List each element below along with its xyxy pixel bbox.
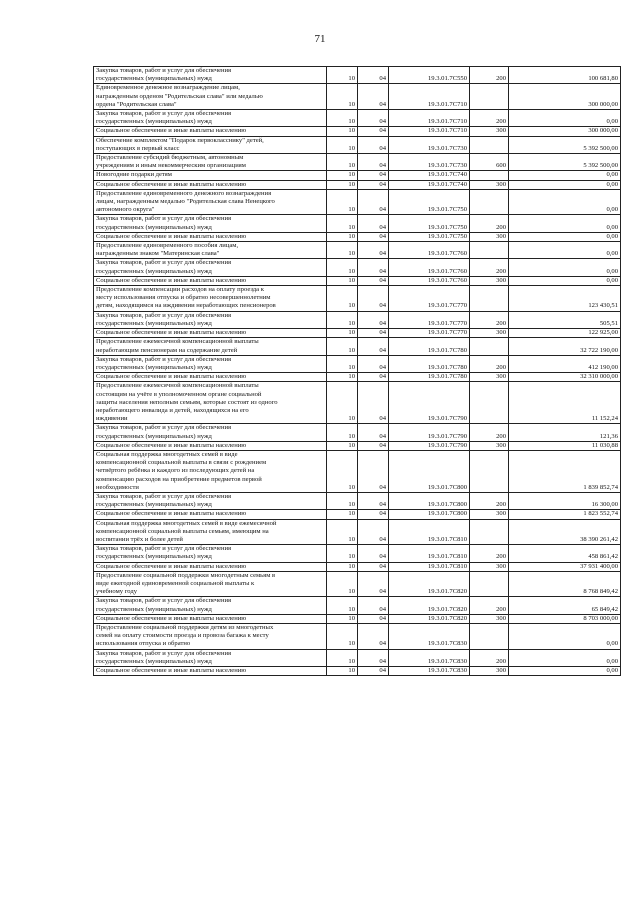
subsection-code-cell: 04	[358, 519, 389, 545]
table-row	[94, 355, 621, 372]
section-code-cell: 10	[327, 338, 358, 355]
target-article-cell: 19.3.01.7С810	[389, 519, 470, 545]
subsection-code-cell: 04	[358, 624, 389, 650]
subsection-code-cell: 04	[358, 667, 389, 676]
target-article-cell: 19.3.01.7С760	[389, 276, 470, 285]
section-code-cell: 10	[327, 189, 358, 215]
subsection-code-cell: 04	[358, 441, 389, 450]
table-row	[94, 545, 621, 562]
section-code-cell: 10	[327, 136, 358, 153]
section-code-cell: 10	[327, 215, 358, 232]
subsection-code-cell: 04	[358, 373, 389, 382]
amount-cell: 1 839 852,74	[509, 450, 621, 492]
expense-kind-cell: 300	[470, 180, 509, 189]
expense-name-cell: Социальное обеспечение и иные выплаты населению	[94, 329, 327, 338]
subsection-code-cell: 04	[358, 492, 389, 509]
expense-name-cell: Социальное обеспечение и иные выплаты населению	[94, 373, 327, 382]
target-article-cell: 19.3.01.7С770	[389, 286, 470, 312]
expense-kind-cell: 200	[470, 597, 509, 614]
target-article-cell: 19.3.01.7С770	[389, 311, 470, 328]
expense-name-cell: Предоставление компенсации расходов на оплату проезда к месту использования отпуска и обратно несовершеннолетним детям, находящимся на иждивении неработающих пенсионеров	[94, 286, 327, 312]
target-article-cell: 19.3.01.7С730	[389, 154, 470, 171]
expense-name-cell: Социальное обеспечение и иные выплаты населению	[94, 232, 327, 241]
expense-name-cell: Закупка товаров, работ и услуг для обеспечения государственных (муниципальных) нужд	[94, 355, 327, 372]
section-code-cell: 10	[327, 624, 358, 650]
section-code-cell: 10	[327, 424, 358, 441]
expense-name-cell: Новогодние подарки детям	[94, 171, 327, 180]
expense-kind-cell: 300	[470, 667, 509, 676]
amount-cell: 32 722 190,00	[509, 338, 621, 355]
target-article-cell: 19.3.01.7С830	[389, 667, 470, 676]
subsection-code-cell: 04	[358, 510, 389, 519]
expense-name-cell: Предоставление субсидий бюджетным, автономным учреждениям и иным некоммерческим организациям	[94, 154, 327, 171]
expense-kind-cell	[470, 286, 509, 312]
amount-cell: 458 861,42	[509, 545, 621, 562]
subsection-code-cell: 04	[358, 154, 389, 171]
amount-cell: 8 703 000,00	[509, 614, 621, 623]
section-code-cell: 10	[327, 510, 358, 519]
expense-name-cell: Закупка товаров, работ и услуг для обеспечения государственных (муниципальных) нужд	[94, 259, 327, 276]
table-row	[94, 382, 621, 424]
subsection-code-cell: 04	[358, 242, 389, 259]
subsection-code-cell: 04	[358, 311, 389, 328]
table-row	[94, 259, 621, 276]
expense-name-cell: Предоставление единовременного пособия лицам, награжденным знаком "Материнская слава"	[94, 242, 327, 259]
expense-name-cell: Закупка товаров, работ и услуг для обеспечения государственных (муниципальных) нужд	[94, 424, 327, 441]
amount-cell: 5 392 500,00	[509, 154, 621, 171]
amount-cell: 11 152,24	[509, 382, 621, 424]
section-code-cell: 10	[327, 311, 358, 328]
subsection-code-cell: 04	[358, 259, 389, 276]
section-code-cell: 10	[327, 382, 358, 424]
expense-name-cell: Социальное обеспечение и иные выплаты населению	[94, 180, 327, 189]
subsection-code-cell: 04	[358, 649, 389, 666]
expense-kind-cell	[470, 84, 509, 110]
amount-cell: 0,00	[509, 259, 621, 276]
table-row	[94, 510, 621, 519]
expense-kind-cell: 200	[470, 311, 509, 328]
amount-cell: 0,00	[509, 171, 621, 180]
expense-kind-cell: 300	[470, 441, 509, 450]
table-row	[94, 338, 621, 355]
table-row	[94, 492, 621, 509]
table-row	[94, 373, 621, 382]
subsection-code-cell: 04	[358, 84, 389, 110]
target-article-cell: 19.3.01.7С760	[389, 259, 470, 276]
expense-name-cell: Социальное обеспечение и иные выплаты населению	[94, 562, 327, 571]
target-article-cell: 19.3.01.7С800	[389, 510, 470, 519]
expense-kind-cell	[470, 338, 509, 355]
target-article-cell: 19.3.01.7С780	[389, 373, 470, 382]
target-article-cell: 19.3.01.7С770	[389, 329, 470, 338]
section-code-cell: 10	[327, 171, 358, 180]
table-row	[94, 649, 621, 666]
section-code-cell: 10	[327, 571, 358, 597]
table-row	[94, 441, 621, 450]
expense-kind-cell: 300	[470, 232, 509, 241]
target-article-cell: 19.3.01.7С750	[389, 215, 470, 232]
table-row	[94, 67, 621, 84]
section-code-cell: 10	[327, 84, 358, 110]
table-row	[94, 84, 621, 110]
expense-name-cell: Закупка товаров, работ и услуг для обеспечения государственных (муниципальных) нужд	[94, 492, 327, 509]
budget-table-body	[94, 67, 621, 676]
expense-kind-cell	[470, 519, 509, 545]
expense-name-cell: Закупка товаров, работ и услуг для обеспечения государственных (муниципальных) нужд	[94, 311, 327, 328]
expense-kind-cell: 200	[470, 259, 509, 276]
target-article-cell: 19.3.01.7С820	[389, 571, 470, 597]
subsection-code-cell: 04	[358, 545, 389, 562]
expense-kind-cell: 200	[470, 424, 509, 441]
subsection-code-cell: 04	[358, 597, 389, 614]
table-row	[94, 597, 621, 614]
table-row	[94, 127, 621, 136]
page-number: 71	[314, 33, 326, 45]
target-article-cell: 19.3.01.7С760	[389, 242, 470, 259]
expense-name-cell: Закупка товаров, работ и услуг для обеспечения государственных (муниципальных) нужд	[94, 597, 327, 614]
amount-cell: 121,36	[509, 424, 621, 441]
expense-kind-cell: 200	[470, 215, 509, 232]
subsection-code-cell: 04	[358, 614, 389, 623]
target-article-cell: 19.3.01.7С750	[389, 232, 470, 241]
amount-cell: 0,00	[509, 189, 621, 215]
section-code-cell: 10	[327, 667, 358, 676]
expense-kind-cell	[470, 136, 509, 153]
expense-name-cell: Закупка товаров, работ и услуг для обеспечения государственных (муниципальных) нужд	[94, 215, 327, 232]
expense-kind-cell: 200	[470, 649, 509, 666]
amount-cell: 123 430,51	[509, 286, 621, 312]
subsection-code-cell: 04	[358, 571, 389, 597]
expense-name-cell: Предоставление социальной поддержки многодетным семьям в виде ежегодной единовременной социальной выплаты к учебному году	[94, 571, 327, 597]
table-row	[94, 110, 621, 127]
table-row	[94, 624, 621, 650]
expense-kind-cell: 300	[470, 127, 509, 136]
table-row	[94, 667, 621, 676]
budget-table	[93, 66, 621, 676]
subsection-code-cell: 04	[358, 189, 389, 215]
target-article-cell: 19.3.01.7С800	[389, 492, 470, 509]
amount-cell: 38 390 261,42	[509, 519, 621, 545]
section-code-cell: 10	[327, 649, 358, 666]
target-article-cell: 19.3.01.7С830	[389, 649, 470, 666]
target-article-cell: 19.3.01.7С710	[389, 84, 470, 110]
target-article-cell: 19.3.01.7С730	[389, 136, 470, 153]
amount-cell: 11 030,88	[509, 441, 621, 450]
subsection-code-cell: 04	[358, 286, 389, 312]
expense-kind-cell: 200	[470, 545, 509, 562]
expense-kind-cell: 300	[470, 510, 509, 519]
target-article-cell: 19.3.01.7С750	[389, 189, 470, 215]
expense-kind-cell	[470, 571, 509, 597]
expense-name-cell: Социальное обеспечение и иные выплаты населению	[94, 127, 327, 136]
subsection-code-cell: 04	[358, 215, 389, 232]
amount-cell: 0,00	[509, 180, 621, 189]
table-row	[94, 424, 621, 441]
subsection-code-cell: 04	[358, 424, 389, 441]
amount-cell: 0,00	[509, 215, 621, 232]
expense-kind-cell: 300	[470, 562, 509, 571]
section-code-cell: 10	[327, 355, 358, 372]
amount-cell: 1 823 552,74	[509, 510, 621, 519]
subsection-code-cell: 04	[358, 232, 389, 241]
amount-cell: 32 310 000,00	[509, 373, 621, 382]
target-article-cell: 19.3.01.7С790	[389, 441, 470, 450]
section-code-cell: 10	[327, 259, 358, 276]
target-article-cell: 19.3.01.7С790	[389, 424, 470, 441]
expense-name-cell: Социальная поддержка многодетных семей в виде ежемесячной компенсационной социальной выплаты семьям, имеющим на воспитании трёх и более детей	[94, 519, 327, 545]
target-article-cell: 19.3.01.7С820	[389, 597, 470, 614]
subsection-code-cell: 04	[358, 338, 389, 355]
subsection-code-cell: 04	[358, 382, 389, 424]
expense-name-cell: Социальное обеспечение и иные выплаты населению	[94, 614, 327, 623]
amount-cell: 8 768 849,42	[509, 571, 621, 597]
amount-cell: 122 925,00	[509, 329, 621, 338]
target-article-cell: 19.3.01.7С550	[389, 67, 470, 84]
amount-cell: 16 300,00	[509, 492, 621, 509]
table-row	[94, 614, 621, 623]
target-article-cell: 19.3.01.7С710	[389, 127, 470, 136]
subsection-code-cell: 04	[358, 450, 389, 492]
expense-kind-cell: 200	[470, 67, 509, 84]
expense-kind-cell: 300	[470, 276, 509, 285]
expense-name-cell: Закупка товаров, работ и услуг для обеспечения государственных (муниципальных) нужд	[94, 649, 327, 666]
table-row	[94, 189, 621, 215]
expense-name-cell: Социальная поддержка многодетных семей в виде компенсационной социальной выплаты в связи с рождением четвёртого ребёнка и каждого из последующих детей на компенсацию расходов на приобретение предметов первой необходимости	[94, 450, 327, 492]
amount-cell: 0,00	[509, 624, 621, 650]
section-code-cell: 10	[327, 286, 358, 312]
table-row	[94, 311, 621, 328]
table-row	[94, 286, 621, 312]
section-code-cell: 10	[327, 373, 358, 382]
expense-kind-cell	[470, 450, 509, 492]
section-code-cell: 10	[327, 329, 358, 338]
expense-kind-cell: 200	[470, 355, 509, 372]
expense-kind-cell	[470, 189, 509, 215]
section-code-cell: 10	[327, 614, 358, 623]
table-row	[94, 215, 621, 232]
table-row	[94, 136, 621, 153]
expense-name-cell: Социальное обеспечение и иные выплаты населению	[94, 667, 327, 676]
target-article-cell: 19.3.01.7С810	[389, 562, 470, 571]
expense-kind-cell: 300	[470, 614, 509, 623]
section-code-cell: 10	[327, 232, 358, 241]
table-row	[94, 180, 621, 189]
amount-cell: 505,51	[509, 311, 621, 328]
table-row	[94, 154, 621, 171]
expense-name-cell: Социальное обеспечение и иные выплаты населению	[94, 441, 327, 450]
section-code-cell: 10	[327, 441, 358, 450]
amount-cell: 0,00	[509, 110, 621, 127]
amount-cell: 5 392 500,00	[509, 136, 621, 153]
subsection-code-cell: 04	[358, 67, 389, 84]
amount-cell: 0,00	[509, 649, 621, 666]
section-code-cell: 10	[327, 562, 358, 571]
expense-kind-cell	[470, 624, 509, 650]
target-article-cell: 19.3.01.7С780	[389, 355, 470, 372]
target-article-cell: 19.3.01.7С810	[389, 545, 470, 562]
amount-cell: 0,00	[509, 242, 621, 259]
amount-cell: 300 000,00	[509, 127, 621, 136]
amount-cell: 0,00	[509, 667, 621, 676]
section-code-cell: 10	[327, 545, 358, 562]
expense-kind-cell	[470, 382, 509, 424]
section-code-cell: 10	[327, 276, 358, 285]
amount-cell: 412 190,00	[509, 355, 621, 372]
table-row	[94, 276, 621, 285]
section-code-cell: 10	[327, 67, 358, 84]
expense-kind-cell	[470, 171, 509, 180]
subsection-code-cell: 04	[358, 355, 389, 372]
section-code-cell: 10	[327, 242, 358, 259]
amount-cell: 0,00	[509, 232, 621, 241]
expense-name-cell: Закупка товаров, работ и услуг для обеспечения государственных (муниципальных) нужд	[94, 545, 327, 562]
table-row	[94, 171, 621, 180]
section-code-cell: 10	[327, 154, 358, 171]
subsection-code-cell: 04	[358, 276, 389, 285]
subsection-code-cell: 04	[358, 180, 389, 189]
expense-name-cell: Закупка товаров, работ и услуг для обеспечения государственных (муниципальных) нужд	[94, 110, 327, 127]
target-article-cell: 19.3.01.7С740	[389, 171, 470, 180]
target-article-cell: 19.3.01.7С710	[389, 110, 470, 127]
subsection-code-cell: 04	[358, 127, 389, 136]
subsection-code-cell: 04	[358, 329, 389, 338]
subsection-code-cell: 04	[358, 562, 389, 571]
section-code-cell: 10	[327, 180, 358, 189]
target-article-cell: 19.3.01.7С800	[389, 450, 470, 492]
expense-name-cell: Социальное обеспечение и иные выплаты населению	[94, 276, 327, 285]
expense-kind-cell: 200	[470, 492, 509, 509]
expense-kind-cell: 200	[470, 110, 509, 127]
section-code-cell: 10	[327, 450, 358, 492]
subsection-code-cell: 04	[358, 171, 389, 180]
table-row	[94, 571, 621, 597]
subsection-code-cell: 04	[358, 136, 389, 153]
table-row	[94, 329, 621, 338]
section-code-cell: 10	[327, 127, 358, 136]
section-code-cell: 10	[327, 110, 358, 127]
amount-cell: 37 931 400,00	[509, 562, 621, 571]
expense-name-cell: Обеспечение комплектом "Подарок первокласснику" детей, поступающих в первый класс	[94, 136, 327, 153]
amount-cell: 100 681,80	[509, 67, 621, 84]
expense-name-cell: Предоставление единовременного денежного вознаграждения лицам, награжденным медалью "Родительская слава Ненецкого автономного округа"	[94, 189, 327, 215]
table-row	[94, 562, 621, 571]
section-code-cell: 10	[327, 519, 358, 545]
target-article-cell: 19.3.01.7С830	[389, 624, 470, 650]
target-article-cell: 19.3.01.7С790	[389, 382, 470, 424]
subsection-code-cell: 04	[358, 110, 389, 127]
table-row	[94, 519, 621, 545]
expense-kind-cell	[470, 242, 509, 259]
expense-name-cell: Единовременное денежное вознаграждение лицам, награжденным орденом "Родительская слава" или медалью ордена "Родительская слава"	[94, 84, 327, 110]
target-article-cell: 19.3.01.7С820	[389, 614, 470, 623]
target-article-cell: 19.3.01.7С740	[389, 180, 470, 189]
amount-cell: 65 849,42	[509, 597, 621, 614]
expense-name-cell: Социальное обеспечение и иные выплаты населению	[94, 510, 327, 519]
expense-name-cell: Предоставление ежемесячной компенсационной выплаты состоящим на учёте в уполномоченном органе социальной защиты населения неполным семьям, которые состоят из одного неработающего инвалида и детей, находящихся на его иждивении	[94, 382, 327, 424]
amount-cell: 300 000,00	[509, 84, 621, 110]
expense-name-cell: Предоставление ежемесячной компенсационной выплаты неработающим пенсионерам на содержание детей	[94, 338, 327, 355]
section-code-cell: 10	[327, 597, 358, 614]
expense-name-cell: Закупка товаров, работ и услуг для обеспечения государственных (муниципальных) нужд	[94, 67, 327, 84]
expense-kind-cell: 300	[470, 329, 509, 338]
table-row	[94, 450, 621, 492]
target-article-cell: 19.3.01.7С780	[389, 338, 470, 355]
table-row	[94, 242, 621, 259]
expense-kind-cell: 300	[470, 373, 509, 382]
table-row	[94, 232, 621, 241]
expense-kind-cell: 600	[470, 154, 509, 171]
amount-cell: 0,00	[509, 276, 621, 285]
expense-name-cell: Предоставление социальной поддержки детям из многодетных семей на оплату стоимости проезда и провоза багажа к месту использования отпуска и обратно	[94, 624, 327, 650]
section-code-cell: 10	[327, 492, 358, 509]
